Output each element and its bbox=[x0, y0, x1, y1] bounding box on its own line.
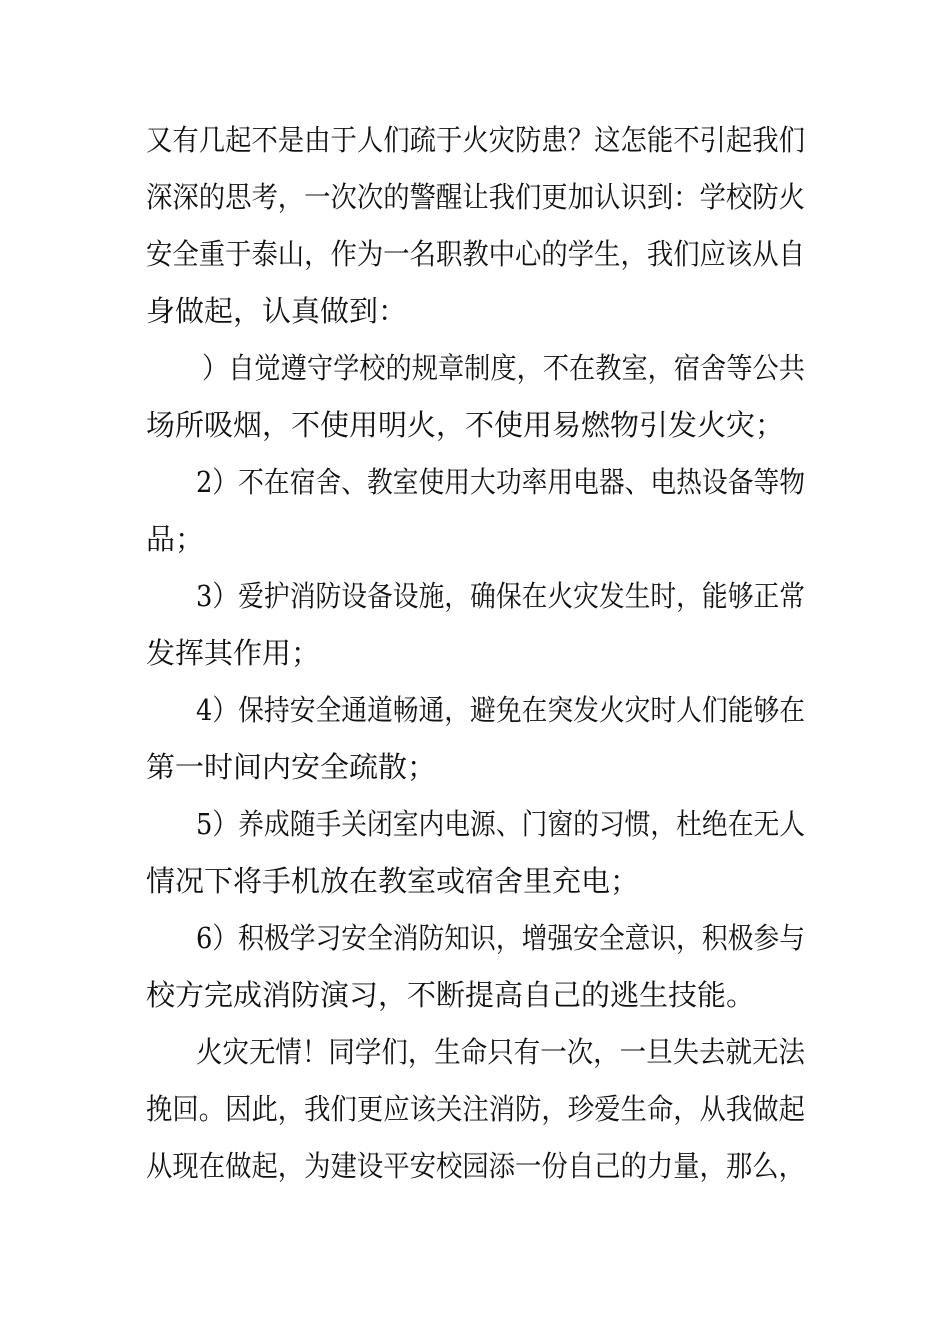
text-line: 场所吸烟，不使用明火，不使用易燃物引发火灾； bbox=[146, 408, 785, 442]
text-line: ）自觉遵守学校的规章制度，不在教室，宿舍等公共 bbox=[202, 351, 805, 385]
text-line: 情况下将手机放在教室或宿舍里充电； bbox=[146, 864, 640, 898]
text-line: 品； bbox=[146, 522, 205, 556]
text-line: 4）保持安全通道畅通，避免在突发火灾时人们能够在 bbox=[196, 693, 805, 727]
text-line: 火灾无情！同学们，生命只有一次，一旦失去就无法 bbox=[196, 1035, 805, 1069]
text-line: 深深的思考，一次次的警醒让我们更加认识到：学校防火 bbox=[146, 180, 805, 214]
text-line: 6）积极学习安全消防知识，增强安全意识，积极参与 bbox=[196, 921, 805, 955]
text-line: 又有几起不是由于人们疏于火灾防患？这怎能不引起我们 bbox=[146, 123, 805, 157]
text-line: 校方完成消防演习，不断提高自己的逃生技能。 bbox=[146, 978, 756, 1012]
text-line: 挽回。因此，我们更应该关注消防，珍爱生命，从我做起 bbox=[146, 1092, 805, 1126]
text-line: 3）爱护消防设备设施，确保在火灾发生时，能够正常 bbox=[196, 579, 805, 613]
text-line: 身做起，认真做到： bbox=[146, 294, 408, 328]
text-line: 第一时间内安全疏散； bbox=[146, 750, 437, 784]
text-line: 5）养成随手关闭室内电源、门窗的习惯，杜绝在无人 bbox=[196, 807, 805, 841]
text-line: 安全重于泰山，作为一名职教中心的学生，我们应该从自 bbox=[146, 237, 805, 271]
text-line: 从现在做起，为建设平安校园添一份自己的力量，那么， bbox=[146, 1149, 805, 1183]
text-line: 发挥其作用； bbox=[146, 636, 321, 670]
text-line: 2）不在宿舍、教室使用大功率用电器、电热设备等物 bbox=[196, 465, 805, 499]
